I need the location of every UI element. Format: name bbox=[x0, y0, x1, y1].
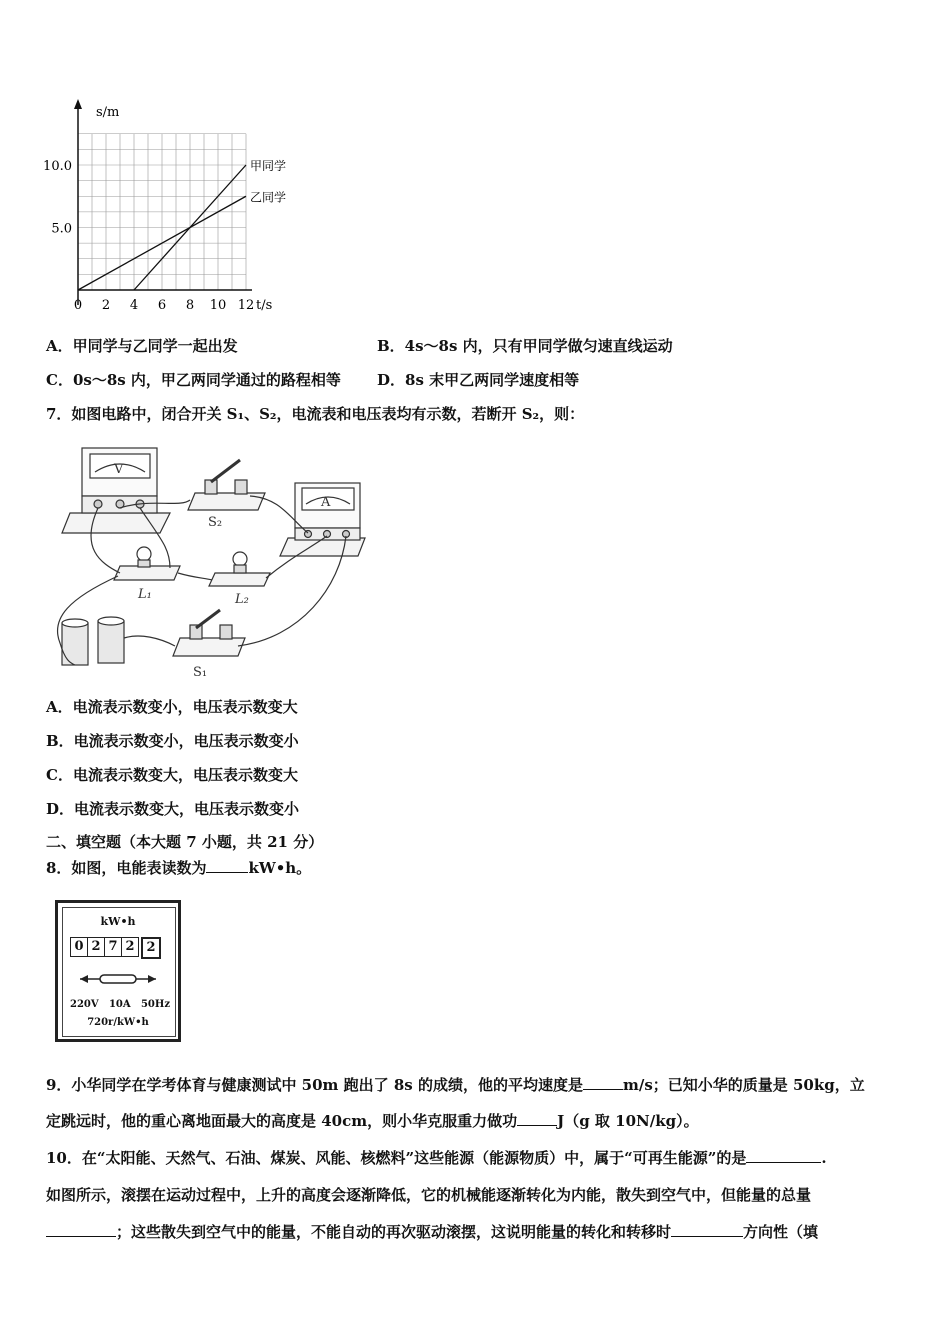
q8-suffix: kW•h。 bbox=[248, 859, 312, 877]
q10-total-blank[interactable] bbox=[46, 1222, 116, 1237]
voltmeter-label: V bbox=[114, 462, 124, 477]
y-tick-label: 5.0 bbox=[51, 221, 72, 237]
lamp-l2-icon bbox=[209, 552, 270, 586]
switch-s1-icon bbox=[173, 610, 245, 656]
s-t-graph bbox=[30, 95, 300, 320]
circuit-diagram bbox=[40, 438, 370, 683]
y-tick-label: 10.0 bbox=[43, 159, 72, 174]
x-tick-label: 8 bbox=[185, 298, 195, 313]
q10-line3-mid: ；这些散失到空气中的能量，不能自动的再次驱动滚摆，这说明能量的转化和转移时 bbox=[116, 1223, 672, 1241]
x-tick-label: 0 bbox=[73, 298, 83, 313]
q9-line1 bbox=[46, 1074, 865, 1096]
q7-option-c: C．电流表示数变大，电压表示数变大 bbox=[46, 766, 298, 784]
ammeter-icon bbox=[280, 483, 365, 556]
y-axis-arrow-icon bbox=[74, 99, 82, 109]
meter-voltage: 220V bbox=[70, 999, 99, 1010]
q9-line2-suffix: J（g 取 10N/kg）。 bbox=[557, 1112, 699, 1130]
q9-speed-blank[interactable] bbox=[583, 1075, 623, 1090]
q9-line2-prefix: 定跳远时，他的重心离地面最大的高度是 40cm，则小华克服重力做功 bbox=[46, 1112, 518, 1130]
q6-option-b: B．4s～8s 内，只有甲同学做匀速直线运动 bbox=[377, 337, 673, 355]
q8-prefix: 8．如图，电能表读数为 bbox=[46, 859, 207, 877]
switch-s2-label: S₂ bbox=[208, 515, 223, 530]
q10-line1-suffix: . bbox=[821, 1149, 827, 1167]
ammeter-label: A bbox=[321, 495, 331, 510]
lamp-l1-label: L₁ bbox=[138, 587, 152, 602]
x-tick-label: 12 bbox=[237, 298, 255, 313]
q9-line1-suffix: m/s；已知小华的质量是 50kg，立 bbox=[622, 1076, 865, 1094]
meter-frequency: 50Hz bbox=[140, 999, 170, 1010]
q10-line1-prefix: 10．在“太阳能、天然气、石油、煤炭、风能、核燃料”这些能源（能源物质）中，属于“可再生能源”的是 bbox=[46, 1149, 747, 1167]
meter-digits bbox=[70, 937, 161, 959]
q6-option-a: A．甲同学与乙同学一起出发 bbox=[46, 337, 238, 355]
x-tick-label: 6 bbox=[157, 298, 167, 313]
meter-digit: 2 bbox=[122, 937, 139, 957]
x-tick-label: 2 bbox=[101, 298, 111, 313]
meter-digit: 7 bbox=[105, 937, 122, 957]
x-axis-label: t/s bbox=[256, 298, 273, 313]
graph-grid bbox=[78, 134, 246, 290]
meter-disc-icon bbox=[78, 971, 158, 987]
q9-work-blank[interactable] bbox=[517, 1111, 557, 1126]
q10-renewable-blank[interactable] bbox=[746, 1148, 821, 1163]
meter-rate: 720r/kW•h bbox=[87, 1017, 149, 1028]
y-axis-label: s/m bbox=[96, 105, 120, 120]
q9-line2 bbox=[46, 1110, 699, 1132]
series-label: 乙同学 bbox=[250, 190, 287, 205]
section-title: 二、填空题（本大题 7 小题，共 21 分） bbox=[46, 833, 324, 851]
q10-direction-blank[interactable] bbox=[671, 1222, 743, 1237]
series-label: 甲同学 bbox=[250, 159, 287, 173]
meter-digit: 2 bbox=[88, 937, 105, 957]
q8-answer-blank[interactable] bbox=[206, 858, 248, 873]
meter-specs bbox=[70, 999, 170, 1010]
q6-option-c: C．0s～8s 内，甲乙两同学通过的路程相等 bbox=[46, 371, 341, 389]
meter-current: 10A bbox=[108, 999, 131, 1010]
battery-icon bbox=[62, 617, 124, 665]
meter-unit: kW•h bbox=[100, 915, 136, 928]
voltmeter-icon bbox=[62, 448, 170, 533]
q7-stem: 7．如图电路中，闭合开关 S₁、S₂，电流表和电压表均有示数，若断开 S₂，则： bbox=[46, 405, 585, 423]
switch-s1-label: S₁ bbox=[193, 665, 208, 680]
meter-digit: 0 bbox=[70, 937, 88, 957]
q10-line1 bbox=[46, 1147, 827, 1169]
energy-meter bbox=[55, 900, 181, 1042]
q10-line3-suffix: 方向性（填 bbox=[743, 1223, 819, 1241]
x-tick-label: 10 bbox=[209, 298, 227, 313]
switch-s2-icon bbox=[188, 460, 265, 510]
meter-digit-decimal: 2 bbox=[141, 937, 161, 959]
q10-line3 bbox=[46, 1221, 818, 1243]
q8-stem bbox=[46, 857, 311, 879]
q6-option-d: D．8s 末甲乙两同学速度相等 bbox=[377, 371, 580, 389]
lamp-l2-label: L₂ bbox=[235, 592, 249, 607]
q7-option-d: D．电流表示数变大，电压表示数变小 bbox=[46, 800, 300, 818]
q10-line2: 如图所示，滚摆在运动过程中，上升的高度会逐渐降低，它的机械能逐渐转化为内能，散失到空气中，但能量的总量 bbox=[46, 1186, 812, 1204]
q7-option-a: A．电流表示数变小，电压表示数变大 bbox=[46, 698, 298, 716]
q7-option-b: B．电流表示数变小，电压表示数变小 bbox=[46, 732, 299, 750]
q9-line1-prefix: 9．小华同学在学考体育与健康测试中 50m 跑出了 8s 的成绩，他的平均速度是 bbox=[46, 1076, 583, 1094]
x-tick-label: 4 bbox=[129, 298, 139, 313]
